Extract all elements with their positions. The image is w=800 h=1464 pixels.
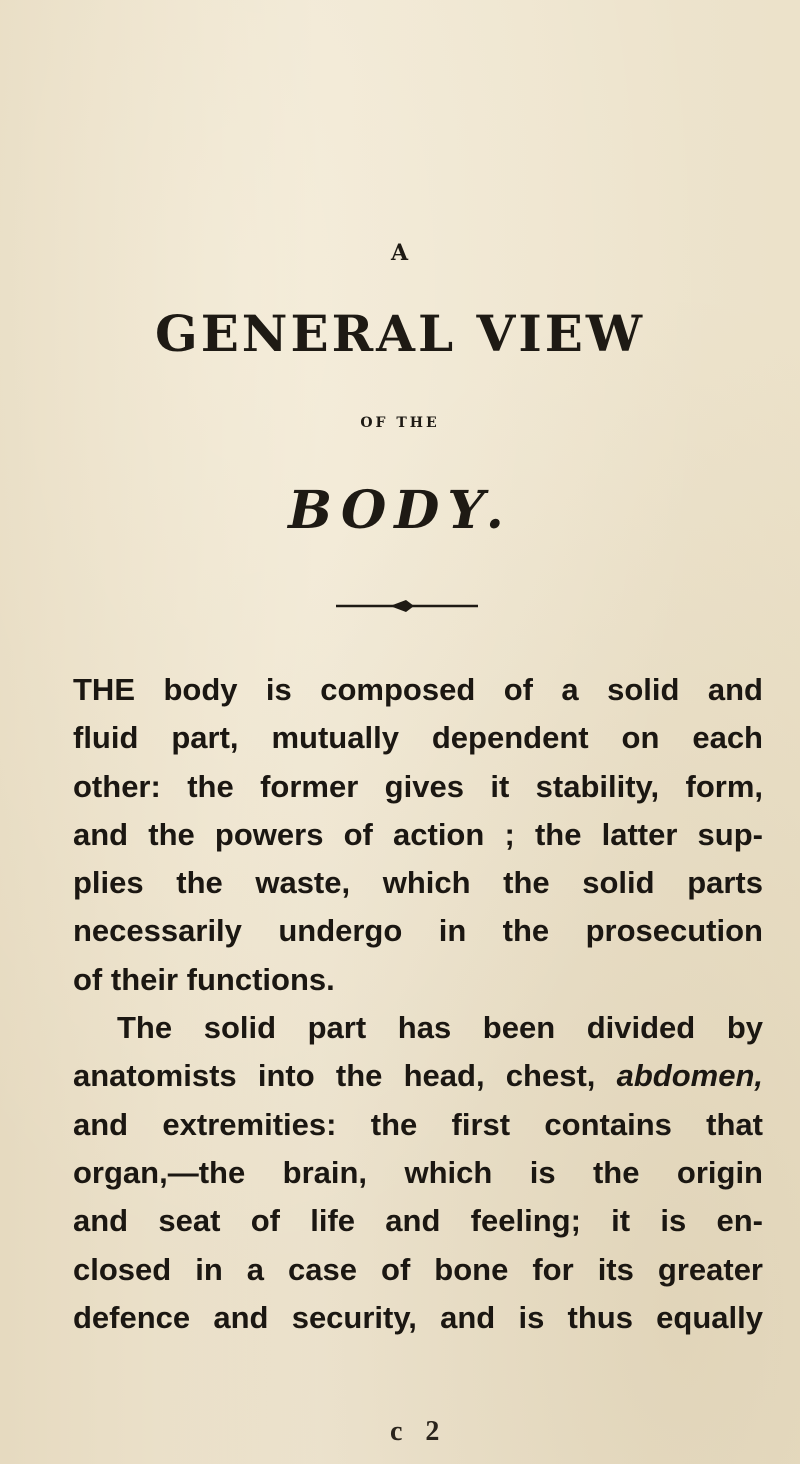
divider-ornament-icon [332,594,482,618]
signature-mark: c 2 [390,1416,448,1447]
text-line: THE body is composed of a solid and [73,672,763,707]
body-text [73,666,763,1342]
title-main: GENERAL VIEW [155,304,645,363]
text-line: other: the former gives it stability, form, [73,768,763,804]
text-line: fluid part, mutually dependent on each [73,720,763,756]
text-line: closed in a case of bone for its greater [73,1251,763,1287]
text-line: organ,—the brain, which is the origin [73,1154,763,1190]
text-segment: anatomists into the head, chest, [73,1058,617,1094]
text-line: and extremities: the first contains that [73,1106,763,1142]
paragraph-1 [73,666,763,1004]
text-line: and the powers of action ; the latter sup- [73,816,763,852]
paragraph-2 [73,1004,763,1342]
text-line [73,1052,763,1100]
italic-word: abdomen, [616,1058,763,1094]
text-line: and seat of life and feeling; it is en- [73,1203,763,1239]
text-line: defence and security, and is thus equally [73,1299,763,1335]
title-subject: BODY. [288,480,512,541]
text-line: necessarily undergo in the prosecution [73,913,763,949]
text-line: of their functions. [73,961,335,997]
title-connector: OF THE [360,415,440,431]
title-article: A [390,240,410,266]
text-line: The solid part has been divided by [117,1010,763,1046]
text-line: plies the waste, which the solid parts [73,865,763,901]
